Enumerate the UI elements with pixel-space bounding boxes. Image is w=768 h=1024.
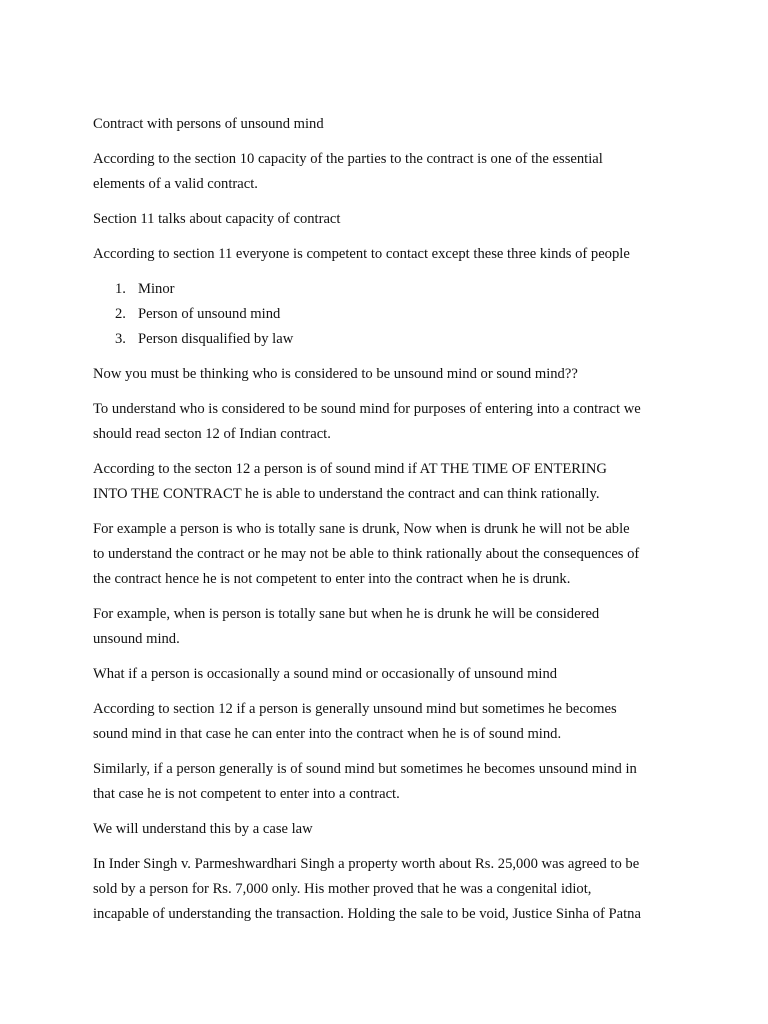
text-line: According to the secton 12 a person is of sound mind if AT THE TIME OF ENTERING bbox=[93, 461, 607, 477]
list-item bbox=[93, 277, 693, 302]
paragraph-generally-unsound bbox=[93, 697, 693, 747]
paragraph-question: Now you must be thinking who is considered to be unsound mind or sound mind?? bbox=[93, 366, 578, 382]
list-item bbox=[93, 327, 693, 352]
text-line: In Inder Singh v. Parmeshwardhari Singh a property worth about Rs. 25,000 was agreed to be bbox=[93, 856, 640, 872]
text-line: According to the section 10 capacity of the parties to the contract is one of the essential bbox=[93, 151, 603, 167]
list-item-number: 3. bbox=[115, 331, 126, 347]
text-line: unsound mind. bbox=[93, 631, 180, 647]
text-line: incapable of understanding the transaction. Holding the sale to be void, Justice Sinha of Patna bbox=[93, 906, 641, 922]
text-line: INTO THE CONTRACT he is able to understand the contract and can think rationally. bbox=[93, 486, 600, 502]
text-line: According to section 12 if a person is generally unsound mind but sometimes he becomes bbox=[93, 701, 617, 717]
text-line: should read secton 12 of Indian contract. bbox=[93, 426, 331, 442]
list-item-text: Person of unsound mind bbox=[138, 306, 281, 322]
text-line: the contract hence he is not competent to enter into the contract when he is drunk. bbox=[93, 571, 571, 587]
paragraph-case-law bbox=[93, 852, 693, 927]
paragraph-example-sane bbox=[93, 602, 693, 652]
incompetent-persons-list bbox=[93, 277, 693, 352]
paragraph-generally-sound bbox=[93, 757, 693, 807]
paragraph-occasional-question: What if a person is occasionally a sound mind or occasionally of unsound mind bbox=[93, 666, 558, 682]
paragraph-section-10 bbox=[93, 147, 693, 197]
text-line: sound mind in that case he can enter into the contract when he is of sound mind. bbox=[93, 726, 562, 742]
document-page bbox=[93, 112, 693, 937]
paragraph-section-11: Section 11 talks about capacity of contract bbox=[93, 211, 341, 227]
text-line: elements of a valid contract. bbox=[93, 176, 258, 192]
document-title: Contract with persons of unsound mind bbox=[93, 116, 324, 132]
text-line: To understand who is considered to be sound mind for purposes of entering into a contract we bbox=[93, 401, 641, 417]
text-line: Similarly, if a person generally is of sound mind but sometimes he becomes unsound mind in bbox=[93, 761, 637, 777]
paragraph-section-12-definition bbox=[93, 457, 693, 507]
text-line: For example a person is who is totally sane is drunk, Now when is drunk he will not be able bbox=[93, 521, 630, 537]
text-line: sold by a person for Rs. 7,000 only. His mother proved that he was a congenital idiot, bbox=[93, 881, 592, 897]
list-item-number: 2. bbox=[115, 306, 126, 322]
list-item bbox=[93, 302, 693, 327]
text-line: to understand the contract or he may not be able to think rationally about the consequences of bbox=[93, 546, 640, 562]
text-line: that case he is not competent to enter into a contract. bbox=[93, 786, 400, 802]
paragraph-section-12-intro bbox=[93, 397, 693, 447]
list-item-number: 1. bbox=[115, 281, 126, 297]
paragraph-example-drunk bbox=[93, 517, 693, 592]
paragraph-competent: According to section 11 everyone is competent to contact except these three kinds of people bbox=[93, 246, 630, 262]
list-item-text: Minor bbox=[138, 281, 175, 297]
text-line: For example, when is person is totally sane but when he is drunk he will be considered bbox=[93, 606, 600, 622]
list-item-text: Person disqualified by law bbox=[138, 331, 294, 347]
paragraph-case-law-intro: We will understand this by a case law bbox=[93, 821, 313, 837]
